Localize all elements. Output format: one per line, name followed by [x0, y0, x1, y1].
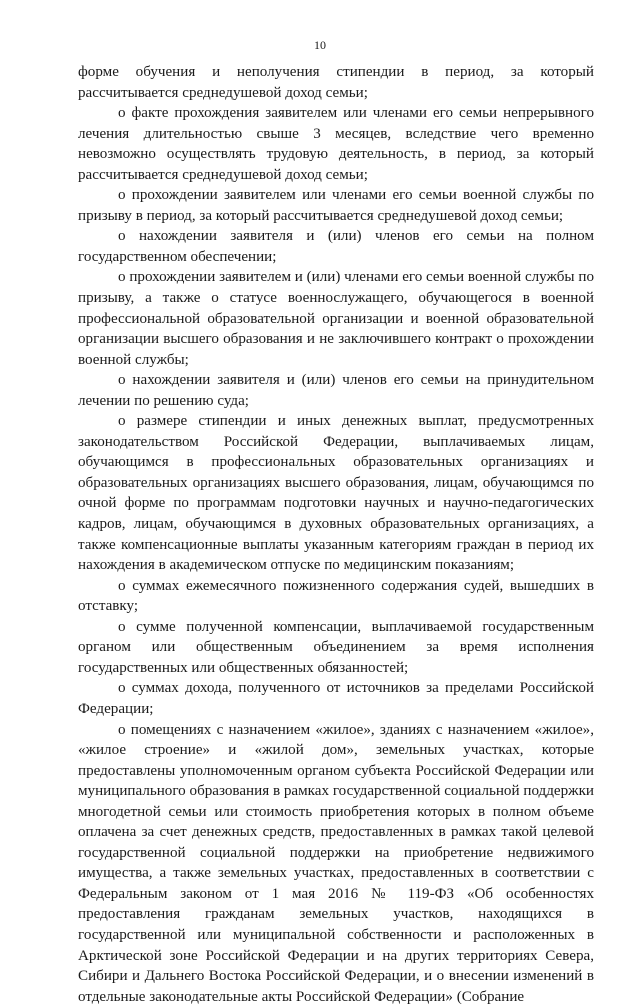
paragraph: о факте прохождения заявителем или членами его семьи непрерывного лечения длительностью свыше 3 месяцев, вследствие чего временно невозможно осуществлять трудовую деятельность, в период, за который рассчитывается среднедушевой доход семьи;	[78, 103, 594, 185]
paragraph: о нахождении заявителя и (или) членов его семьи на принудительном лечении по решению суда;	[78, 370, 594, 411]
document-body	[78, 62, 594, 1007]
paragraph: о суммах ежемесячного пожизненного содержания судей, вышедших в отставку;	[78, 576, 594, 617]
paragraph: форме обучения и неполучения стипендии в период, за который рассчитывается среднедушевой доход семьи;	[78, 62, 594, 103]
paragraph: о прохождении заявителем или членами его семьи военной службы по призыву в период, за который рассчитывается среднедушевой доход семьи;	[78, 185, 594, 226]
paragraph: о размере стипендии и иных денежных выплат, предусмотренных законодательством Российской Федерации, выплачиваемых лицам, обучающимся в профессиональных образовательных организациях и образовательных организациях высшего образования, лицам, обучающимся по очной форме по программам подготовки научных и научно-педагогических кадров, лицам, обучающимся в духовных образовательных организациях, а также компенсационные выплаты указанным категориям граждан в период их нахождения в академическом отпуске по медицинским показаниям;	[78, 411, 594, 575]
paragraph: о прохождении заявителем и (или) членами его семьи военной службы по призыву, а также о статусе военнослужащего, обучающегося в военной профессиональной образовательной организации и военной образовательной организации высшего образования и не заключившего контракт о прохождении военной службы;	[78, 267, 594, 370]
paragraph: о суммах дохода, полученного от источников за пределами Российской Федерации;	[78, 678, 594, 719]
page-number: 10	[0, 38, 640, 53]
paragraph: о сумме полученной компенсации, выплачиваемой государственным органом или общественным объединением за время исполнения государственных или общественных обязанностей;	[78, 617, 594, 679]
paragraph: о помещениях с назначением «жилое», зданиях с назначением «жилое», «жилое строение» и «жилой дом», земельных участках, которые предоставлены уполномоченным органом субъекта Российской Федерации или муниципального образования в рамках государственной социальной поддержки многодетной семьи или стоимость приобретения которых в полном объеме оплачена за счет денежных средств, предоставленных в рамках такой целевой государственной социальной поддержки на приобретение недвижимого имущества, а также земельных участках, предоставленных в соответствии с Федеральным законом от 1 мая 2016 № 119-ФЗ «Об особенностях предоставления гражданам земельных участков, находящихся в государственной или муниципальной собственности и расположенных в Арктической зоне Российской Федерации и на других территориях Севера, Сибири и Дальнего Востока Российской Федерации, и о внесении изменений в отдельные законодательные акты Российской Федерации» (Собрание	[78, 720, 594, 1007]
paragraph: о нахождении заявителя и (или) членов его семьи на полном государственном обеспечении;	[78, 226, 594, 267]
